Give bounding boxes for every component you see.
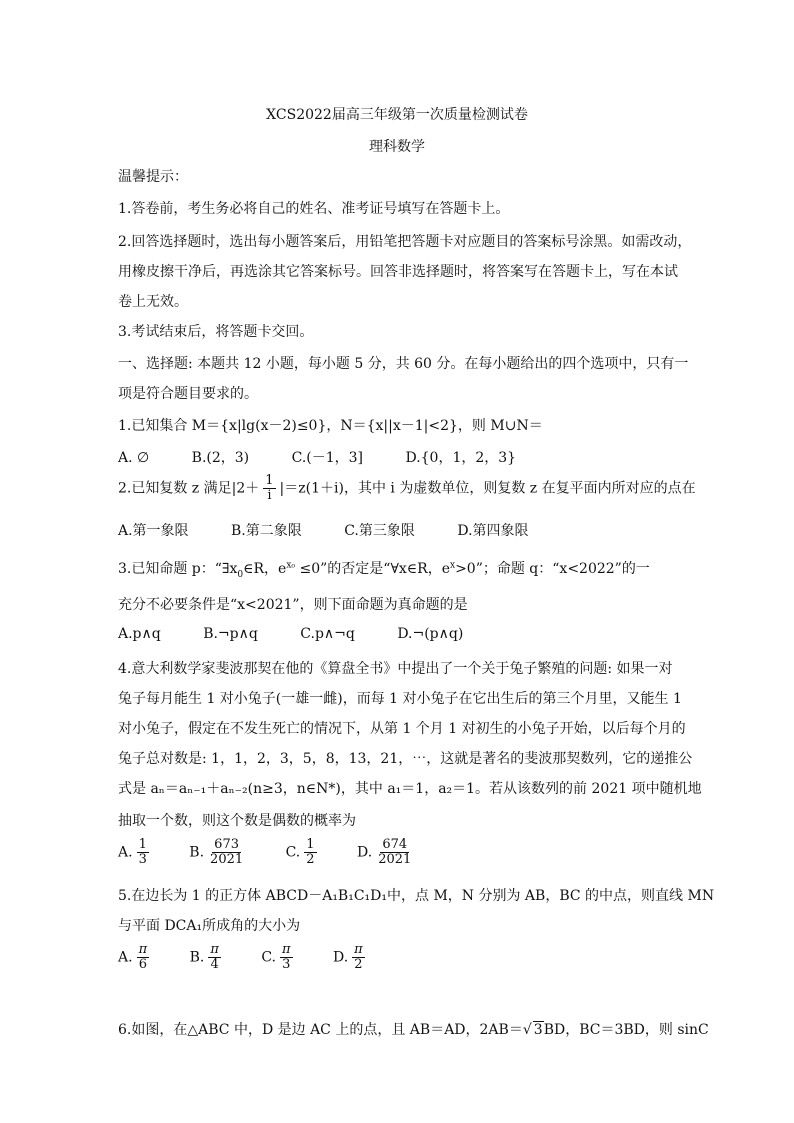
q4-option-c-fraction [304,838,316,867]
q5-option-d-denominator: 2 [354,957,363,972]
question-4-line-4: 兔子总对数是: 1，1，2，3，5，8，13，21，⋯，这就是著名的斐波那契数列，它的递推公 [118,751,693,767]
q5-option-c-denominator: 3 [282,957,291,972]
q4-option-d-denominator: 2021 [378,852,412,867]
q3-option-b: B.¬p∧q [203,626,258,642]
q2-option-a: A.第一象限 [118,523,189,539]
q5-option-a-denominator: 6 [138,957,147,972]
question-1-stem: 1.已知集合 M＝{x|lg(x－2)≤0}，N＝{x||x－1|<2}，则 M∪N＝ [118,418,543,434]
section-1-heading-line-1: 一、选择题: 本题共 12 小题，每小题 5 分，共 60 分。在每小题给出的四个选项中，只有一 [118,356,689,372]
q1-option-d: D.{0，1，2，3} [405,450,517,466]
question-3-line-1 [118,558,650,580]
q3-superscript-2: x [449,560,456,571]
q2-fraction-numerator: 1 [265,473,274,488]
q2-fraction [263,474,275,503]
q2-option-c: C.第三象限 [344,523,415,539]
question-2-options [118,520,567,540]
q4-option-d-label: D. [357,844,373,861]
question-4-line-2: 兔子每月能生 1 对小兔子(一雄一雌)，而每 1 对小兔子在它出生后的第三个月里，又能生 1 [118,691,682,707]
notice-item-3: 3.考试结束后，将答题卡交回。 [118,324,314,340]
question-4-line-3: 对小兔子，假定在不发生死亡的情况下，从第 1 个月 1 对初生的小兔子开始，以后每个月的 [118,721,686,737]
q4-option-a-numerator: 1 [138,837,147,852]
question-4-line-5: 式是 aₙ＝aₙ₋₁＋aₙ₋₂(n≥3，n∈N*)，其中 a₁＝1，a₂＝1。若从该数列的前 2021 项中随机地 [118,781,702,797]
q5-option-d-fraction [352,943,365,972]
q5-option-a-fraction [137,943,150,972]
question-2-stem [118,474,696,503]
notice-item-1: 1.答卷前，考生务必将自己的姓名、准考证号填写在答题卡上。 [118,201,510,217]
q5-option-d-numerator: π [354,942,363,957]
question-5-line-2: 与平面 DCA₁所成角的大小为 [118,918,301,934]
q3-text-d: >0”；命题 q：“x<2022”的一 [455,561,650,577]
q4-option-d-numerator: 674 [382,837,408,852]
q4-option-d-fraction [376,838,413,867]
q5-option-c-label: C. [261,949,276,966]
q4-option-a-denominator: 3 [138,852,147,867]
question-5-line-1: 5.在边长为 1 的正方体 ABCD－A₁B₁C₁D₁中，点 M，N 分别为 AB，BC 的中点，则直线 MN [118,888,715,904]
q4-option-b-fraction [208,838,245,867]
q3-option-d: D.¬(p∧q) [397,626,464,642]
q3-subscript: 0 [237,569,244,580]
question-4-options [118,838,417,867]
q3-text-b: ∈R，e [243,561,287,577]
q6-text-a: 6.如图，在△ABC 中，D 是边 AC 上的点，且 AB＝AD，2AB＝ [118,1022,523,1038]
q2-option-b: B.第二象限 [231,523,302,539]
q2-fraction-denominator: i [267,488,272,503]
q5-option-b-numerator: π [210,942,219,957]
q6-text-b: BD，BC＝3BD，则 sinC [543,1022,709,1038]
subject-title: 理科数学 [369,139,425,155]
q3-option-c: C.p∧¬q [300,626,355,642]
q4-option-c-numerator: 1 [306,837,315,852]
q1-option-b: B.(2，3) [191,450,250,466]
notice-item-2-line-1: 2.回答选择题时，选出每小题答案后，用铅笔把答题卡对应题目的答案标号涂黑。如需改动， [118,234,692,250]
notice-item-2-line-2: 用橡皮擦干净后，再选涂其它答案标号。回答非选择题时，将答案写在答题卡上，写在本试 [118,264,678,280]
question-1-options [118,447,554,467]
q3-option-a: A.p∧q [118,626,161,642]
q2-stem-part-a: 2.已知复数 z 满足|2＋ [118,480,260,497]
q5-option-a-numerator: π [138,942,148,957]
q3-superscript: x₀ [286,560,296,571]
q4-option-a-label: A. [118,844,133,861]
q4-option-c-label: C. [285,844,301,861]
question-5-options [118,943,369,972]
q5-option-c-numerator: π [281,942,291,957]
q5-option-a-label: A. [118,949,133,966]
q4-option-a-fraction [137,838,149,867]
q5-option-b-label: B. [189,949,205,966]
q1-option-c: C.(－1，3] [291,450,364,466]
q3-text-c: ≤0”的否定是“∀x∈R，e [295,561,450,577]
q4-option-b-label: B. [189,844,205,861]
question-6-line-1 [118,1019,709,1039]
q3-text-a: 3.已知命题 p：“∃x [118,561,238,577]
notice-heading: 温馨提示： [118,169,188,185]
q4-option-b-numerator: 673 [214,837,239,852]
question-3-options [118,626,501,642]
notice-item-2-line-3: 卷上无效。 [118,294,188,310]
q6-sqrt: √ 3 [522,1022,543,1038]
q6-sqrt-radicand: 3 [533,1022,543,1038]
q2-stem-part-b: |＝z(1＋i)，其中 i 为虚数单位，则复数 z 在复平面内所对应的点在 [279,480,696,497]
question-3-line-2: 充分不必要条件是“x<2021”，则下面命题为真命题的是 [118,597,468,613]
q1-option-a: A. ∅ [118,450,150,466]
question-4-line-6: 抽取一个数，则这个数是偶数的概率为 [118,813,356,829]
question-4-line-1: 4.意大利数学家斐波那契在他的《算盘全书》中提出了一个关于兔子繁殖的问题: 如果一对 [118,661,673,677]
q4-option-c-denominator: 2 [306,852,315,867]
q5-option-c-fraction [280,943,293,972]
q5-option-b-fraction [208,943,221,972]
q4-option-b-denominator: 2021 [210,852,244,867]
q5-option-d-label: D. [332,949,349,966]
section-1-heading-line-2: 项是符合题目要求的。 [118,386,258,402]
q5-option-b-denominator: 4 [210,957,219,972]
exam-title: XCS2022届高三年级第一次质量检测试卷 [266,107,528,123]
q2-option-d: D.第四象限 [457,523,529,539]
